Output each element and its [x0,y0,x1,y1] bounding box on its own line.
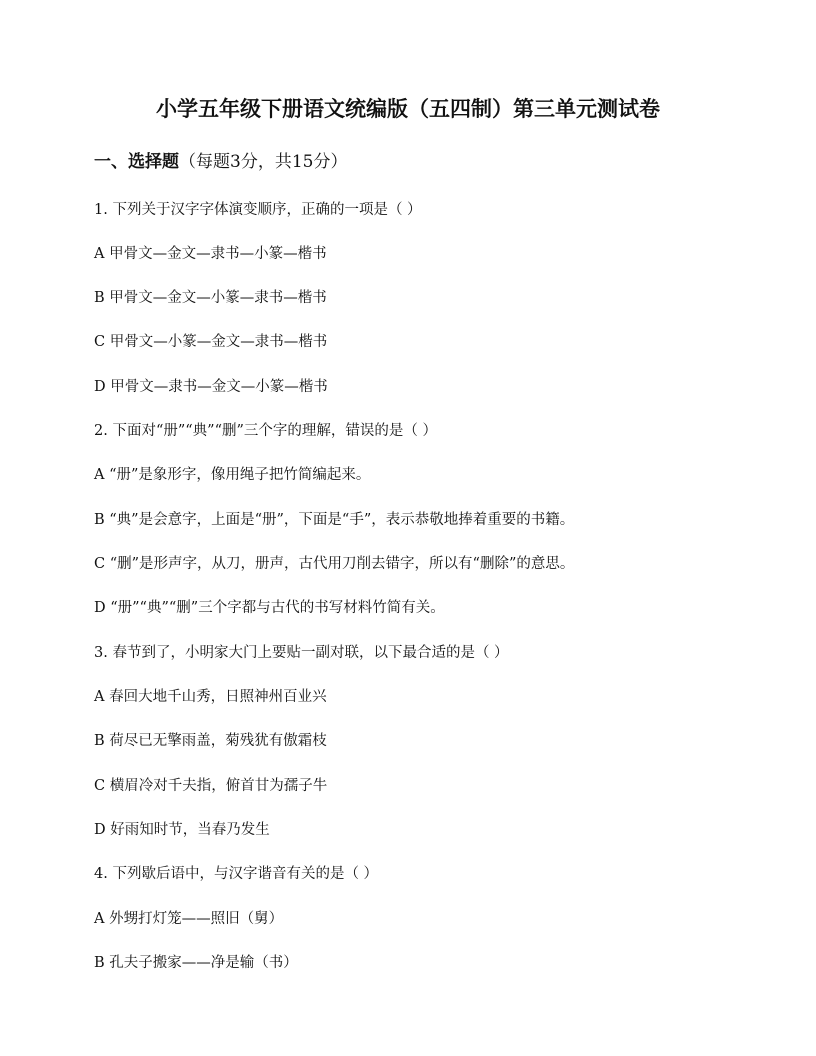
question-2-option-b: B “典”是会意字，上面是“册”，下面是“手”，表示恭敬地捧着重要的书籍。 [94,512,575,528]
question-1-option-d: D 甲骨文—隶书—金文—小篆—楷书 [94,379,328,395]
section-heading-text: 一、选择题 [94,152,179,172]
question-4-option-b: B 孔夫子搬家——净是输（书） [94,955,298,971]
document-title: 小学五年级下册语文统编版（五四制）第三单元测试卷 [156,96,660,121]
question-1: 1. 下列关于汉字字体演变顺序，正确的一项是（ ） [94,202,422,218]
question-3-option-d: D 好雨知时节，当春乃发生 [94,822,270,838]
question-2: 2. 下面对“册”“典”“删”三个字的理解，错误的是（ ） [94,423,438,439]
question-3-option-b: B 荷尽已无擎雨盖，菊残犹有傲霜枝 [94,733,327,749]
question-2-option-d: D “册”“典”“删”三个字都与古代的书写材料竹简有关。 [94,600,445,616]
question-2-option-a: A “册”是象形字，像用绳子把竹简编起来。 [94,467,371,483]
question-2-option-c: C “删”是形声字，从刀，册声，古代用刀削去错字，所以有“删除”的意思。 [94,556,575,572]
question-1-option-a: A 甲骨文—金文—隶书—小篆—楷书 [94,246,327,262]
question-1-option-c: C 甲骨文—小篆—金文—隶书—楷书 [94,334,328,350]
question-4-option-a: A 外甥打灯笼——照旧（舅） [94,911,284,927]
question-3-option-a: A 春回大地千山秀，日照神州百业兴 [94,689,327,705]
question-1-option-b: B 甲骨文—金文—小篆—隶书—楷书 [94,290,327,306]
question-3: 3. 春节到了，小明家大门上要贴一副对联，以下最合适的是（ ） [94,645,509,661]
section-heading-note: （每题3分，共15分） [179,152,348,172]
section-heading [94,150,347,174]
question-3-option-c: C 横眉冷对千夫指，俯首甘为孺子牛 [94,778,328,794]
question-4: 4. 下列歇后语中，与汉字谐音有关的是（ ） [94,866,379,882]
